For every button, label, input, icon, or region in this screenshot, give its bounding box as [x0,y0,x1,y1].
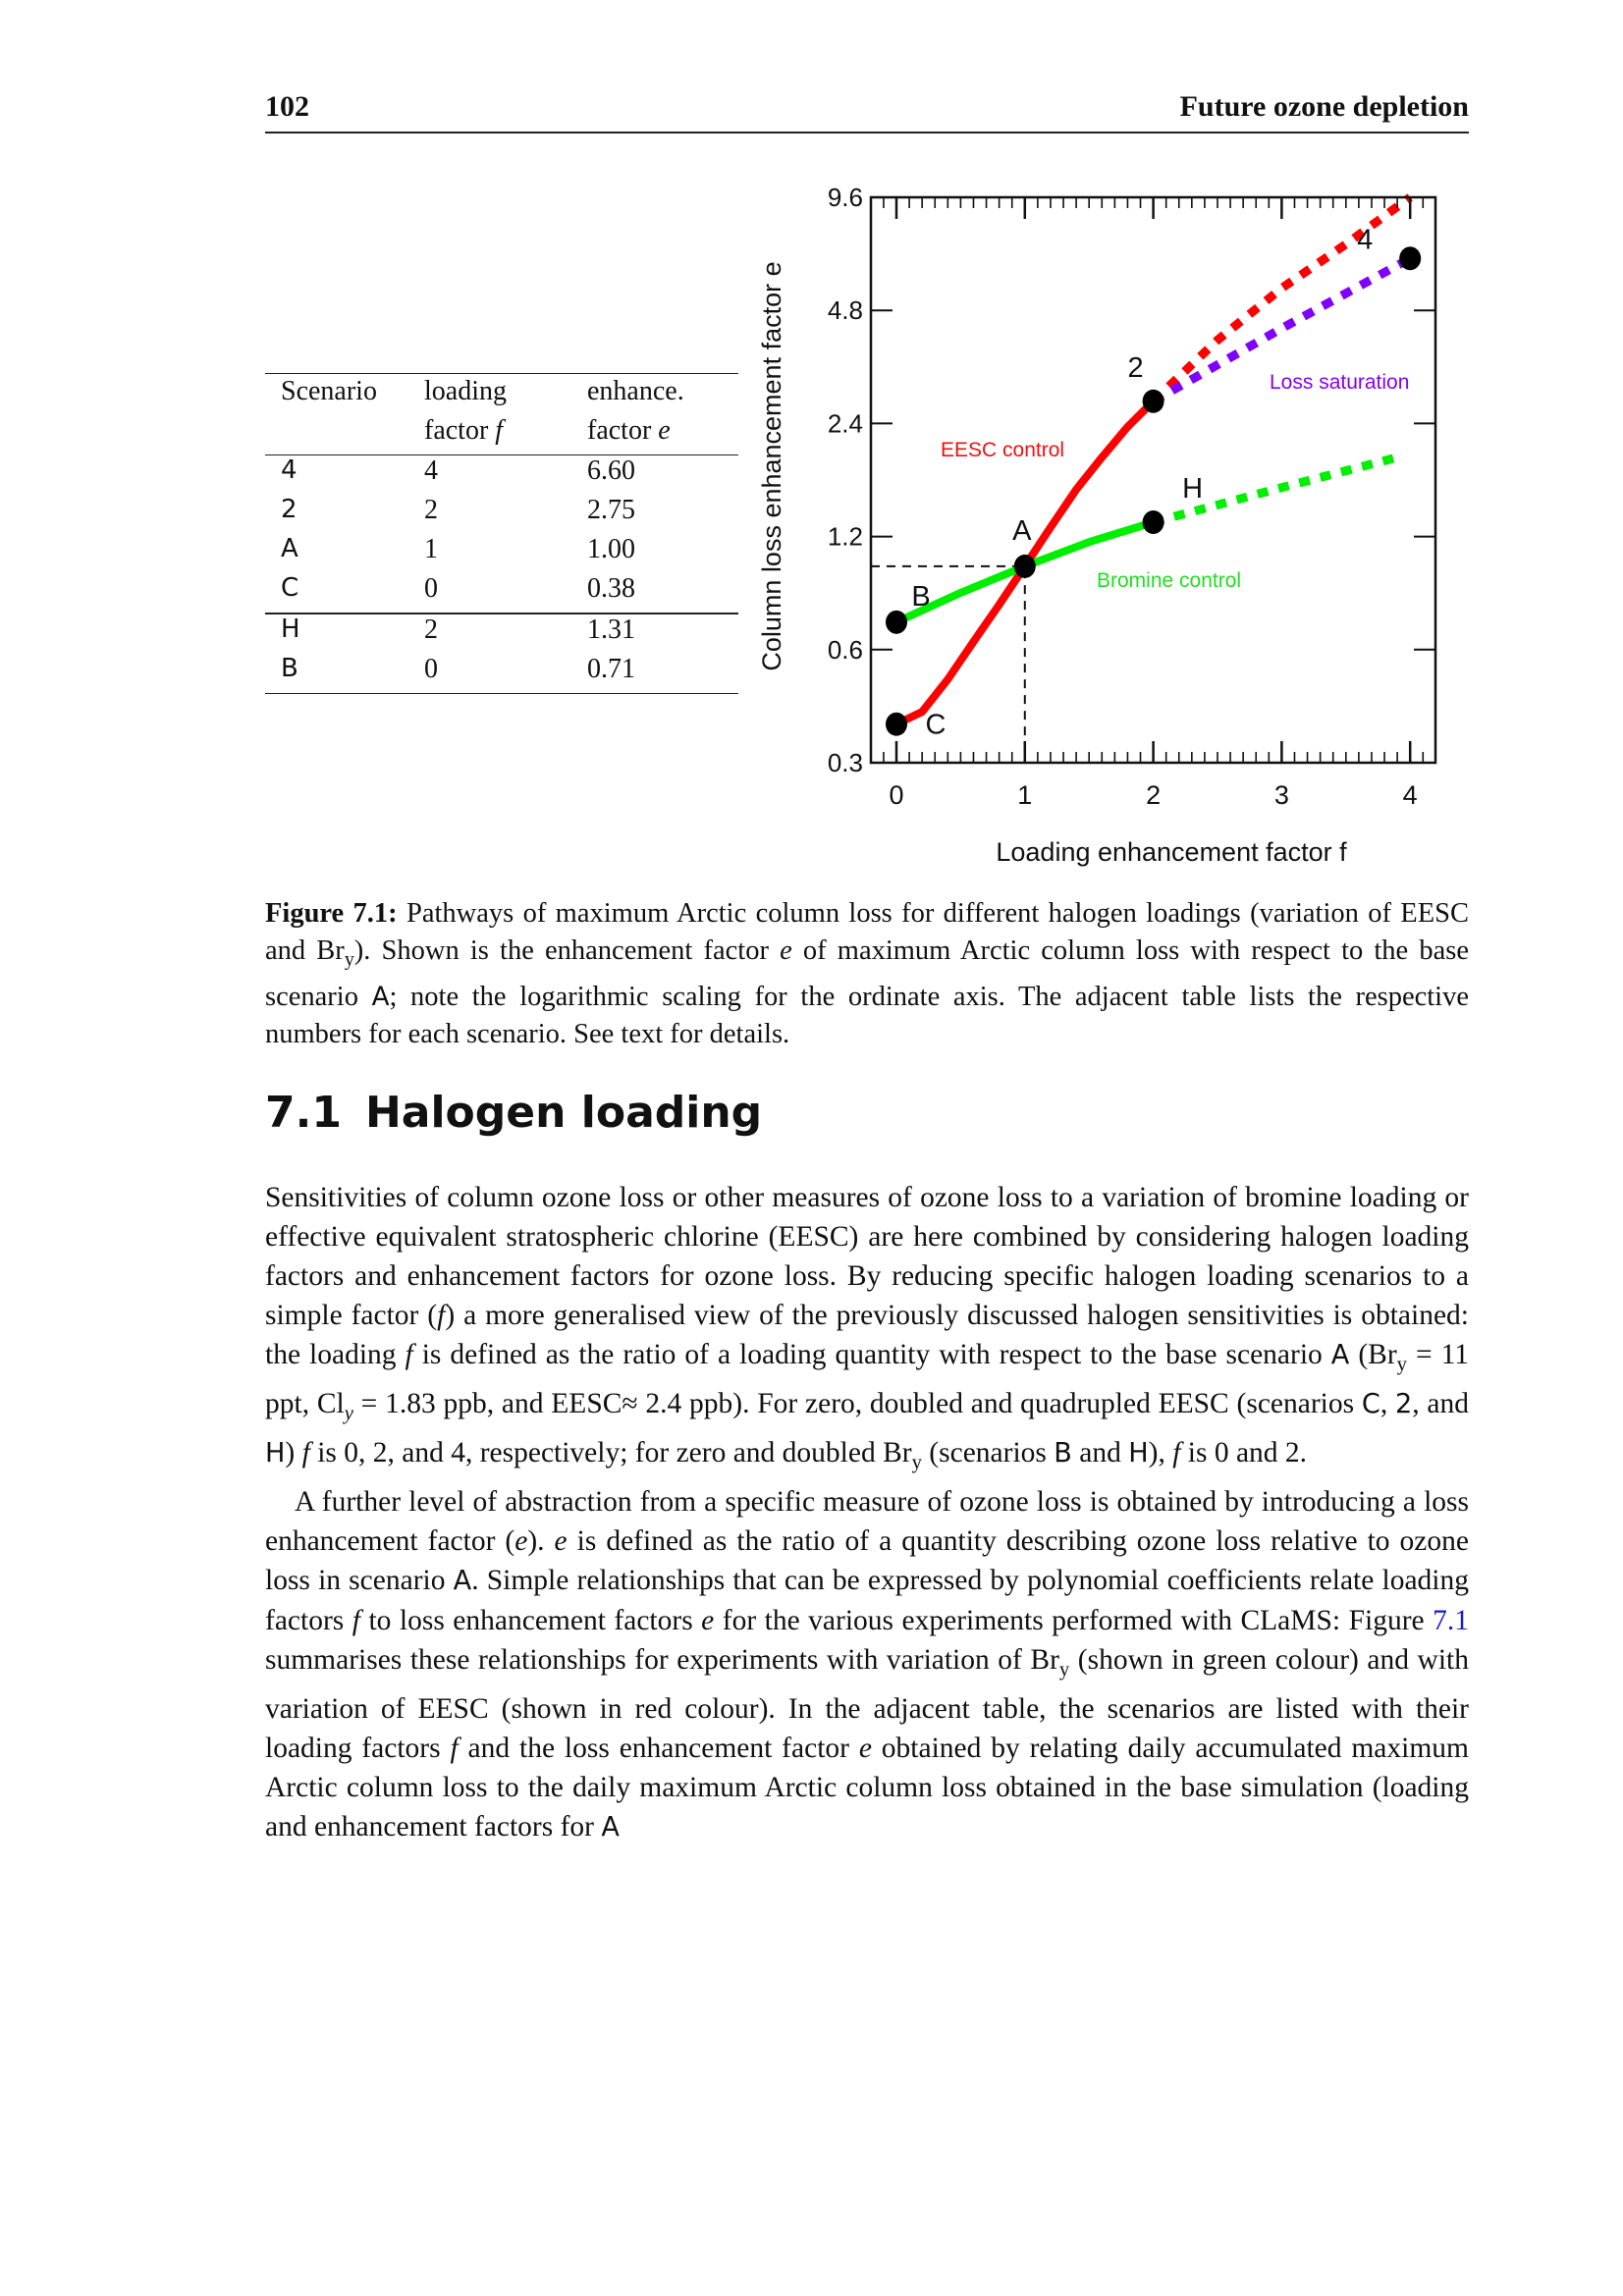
enhancement-chart [0,0,1623,883]
scenario-label-A: A [1012,514,1032,547]
y-tick-label: 1.2 [827,521,863,552]
col-header-enhance: enhance. [571,374,738,416]
y-axis-label: Column loss enhancement factor e [757,261,786,671]
scenario-label-4: 4 [1357,224,1374,256]
x-tick-label: 2 [1146,780,1162,810]
section-title: Halogen loading [364,1088,763,1138]
y-tick-label: 0.6 [827,634,863,665]
body-text [265,1178,1469,1847]
x-tick-label: 4 [1402,780,1418,810]
col-header-loading-2: factor f [408,415,571,455]
cell-scenario: C [281,573,299,603]
scenario-marker-4 [1399,246,1421,270]
scenario-marker-2 [1143,390,1164,413]
plot-frame [871,197,1435,763]
cell-f: 0 [408,654,571,694]
cell-e: 1.31 [571,614,738,654]
running-title: Future ozone depletion [1179,90,1469,123]
paragraph: Sensitivities of column ozone loss or other measures of ozone loss to a variation of bromine loading or effective equivalent stratospheric chlorine (EESC) are here combined by considering halogen loading factors and enhancement factors for ozone loss. By reducing specific halogen loading scenarios to a simple factor (f) a more generalised view of the previously discussed halogen sensitivities is obtained: the loading f is defined as the ratio of a loading quantity with respect to the base scenario A ($Br_y = 11$ ppt, $Cl_y = 1.83$ ppb, and EESC≈ 2.4 ppb). For zero, doubled and quadrupled EESC (scenarios C, 2, and H) f is 0, 2, and 4, respectively; for zero and doubled $Br_y$ (scenarios B and H), f is 0 and 2. [265,1182,1470,1473]
col-header-enhance-2: factor e [571,415,738,455]
x-tick-label: 1 [1017,780,1033,810]
annotation-bromine-control: Bromine control [1097,569,1242,592]
x-tick-label: 0 [889,780,904,810]
scenario-marker-C [886,713,907,736]
scenario-marker-A [1014,555,1036,578]
cell-e: 1.00 [587,534,635,564]
paragraph: A further level of abstraction from a specific measure of ozone loss is obtained by introducing a loss enhancement factor (e). e is defined as the ratio of a quantity describing ozone loss relative to ozone loss in scenario A. Simple relationships that can be expressed by polynomial coefficients relate loading factors f to loss enhancement factors e for the various experiments performed with CLaMS: Figure 7.1 summarises these relationships for experiments with variation of $Br_y$ (shown in green colour) and with variation of EESC (shown in red colour). In the adjacent table, the scenarios are listed with their loading factors f and the loss enhancement factor e obtained by relating daily accumulated maximum Arctic column loss to the daily maximum Arctic column loss obtained in the base simulation (loading and enhancement factors for A [265,1485,1469,1842]
cell-f: 4 [424,455,438,486]
cell-scenario: 4 [281,455,298,485]
figure-reference-link[interactable]: 7.1 [1433,1604,1469,1636]
col-header-scenario: Scenario [265,374,408,416]
scenario-marker-B [886,611,907,634]
cell-f: 2 [408,614,571,654]
x-axis-label: Loading enhancement factor f [996,837,1347,867]
section-number: 7.1 [265,1088,342,1138]
cell-e: 0.38 [587,573,635,604]
chart-curves [871,197,1410,763]
scenario-label-H: H [1182,473,1204,506]
section-heading [265,1088,762,1138]
cell-e: 6.60 [587,455,635,486]
cell-scenario: B [265,654,408,694]
y-tick-label: 4.8 [827,295,863,326]
caption-label: Figure 7.1: [265,898,398,929]
cell-f: 2 [424,495,438,525]
cell-scenario: H [265,614,408,654]
scenario-label-B: B [911,580,931,613]
y-tick-label: 0.3 [827,748,863,777]
cell-e: 2.75 [587,495,635,525]
figure-caption: Figure 7.1: Pathways of maximum Arctic column loss for different halogen loadings (variation of EESC and $Br_y$). Shown is the enhancement factor e of maximum Arctic column loss with respect to the base scenario A; note the logarithmic scaling for the ordinate axis. The adjacent table lists the respective numbers for each scenario. See text for details. [265,898,1469,1049]
chart-markers [886,224,1421,740]
cell-scenario: 2 [281,495,298,524]
cell-e: 0.71 [571,654,738,694]
col-header-loading: loading [408,374,571,416]
cell-f: 1 [424,534,438,564]
scenario-label-2: 2 [1127,351,1144,384]
cell-scenario: A [281,534,298,563]
annotation-loss-saturation: Loss saturation [1270,371,1410,394]
y-tick-label: 2.4 [827,408,863,439]
x-tick-label: 3 [1273,780,1289,810]
scenario-label-C: C [925,709,947,741]
cell-f: 0 [424,573,438,604]
y-tick-label: 9.6 [827,183,863,212]
scenario-marker-H [1143,510,1164,534]
annotation-eesc-control: EESC control [941,439,1065,461]
page-number: 102 [265,90,309,123]
